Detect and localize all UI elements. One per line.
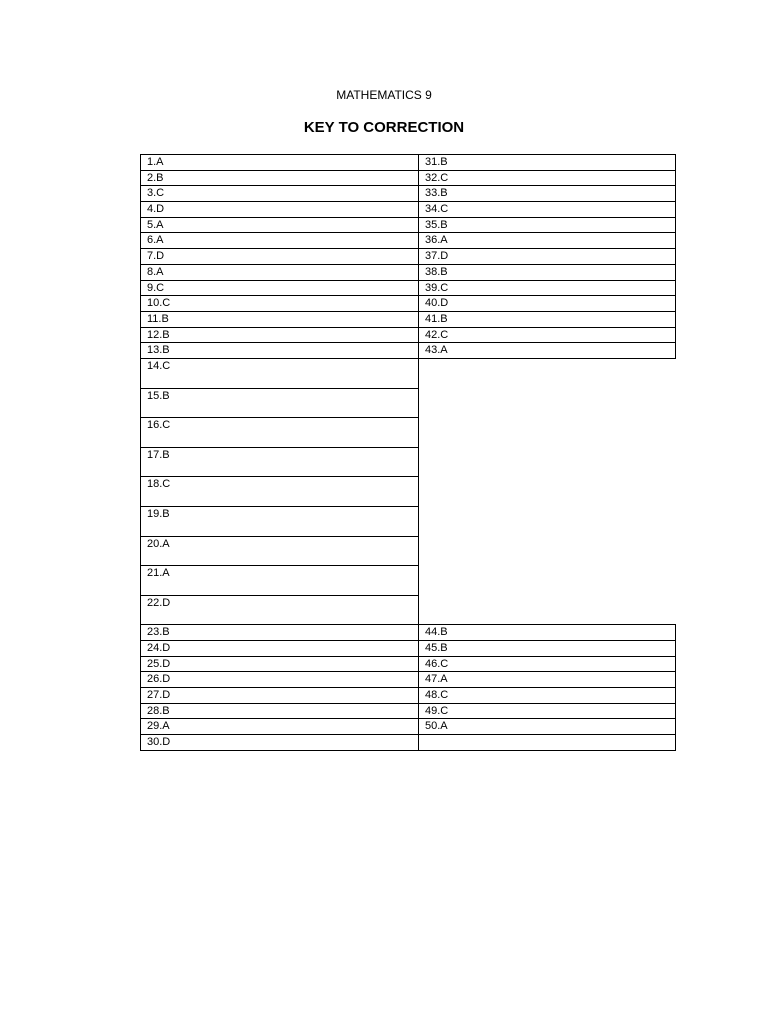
answer-cell: 6.A <box>141 233 419 249</box>
subject-heading: MATHEMATICS 9 <box>336 88 432 102</box>
table-row <box>141 703 676 719</box>
table-row <box>141 672 676 688</box>
answer-cell: 21.A <box>141 566 419 596</box>
answer-cell: 1.A <box>141 155 419 171</box>
answer-cell: 25.D <box>141 656 419 672</box>
answer-cell: 48.C <box>419 688 676 704</box>
answer-cell: 14.C <box>141 358 419 388</box>
answer-cell: 2.B <box>141 170 419 186</box>
answer-cell: 47.A <box>419 672 676 688</box>
table-row <box>141 735 676 751</box>
answer-key-table <box>140 154 676 751</box>
answer-key-body <box>141 155 676 751</box>
table-row <box>141 217 676 233</box>
table-row <box>141 233 676 249</box>
answer-cell: 41.B <box>419 311 676 327</box>
empty-cell <box>419 566 676 596</box>
table-row <box>141 595 676 625</box>
answer-cell: 20.A <box>141 536 419 566</box>
answer-cell: 33.B <box>419 186 676 202</box>
answer-cell: 5.A <box>141 217 419 233</box>
table-row <box>141 343 676 359</box>
answer-cell: 32.C <box>419 170 676 186</box>
answer-cell: 13.B <box>141 343 419 359</box>
table-row <box>141 186 676 202</box>
answer-cell: 3.C <box>141 186 419 202</box>
answer-cell: 18.C <box>141 477 419 507</box>
answer-cell: 29.A <box>141 719 419 735</box>
answer-cell: 36.A <box>419 233 676 249</box>
table-row <box>141 566 676 596</box>
answer-cell: 7.D <box>141 249 419 265</box>
answer-cell: 23.B <box>141 625 419 641</box>
answer-cell: 15.B <box>141 388 419 418</box>
table-row <box>141 264 676 280</box>
table-row <box>141 249 676 265</box>
table-row <box>141 170 676 186</box>
table-row <box>141 656 676 672</box>
answer-cell: 16.C <box>141 418 419 448</box>
empty-cell <box>419 536 676 566</box>
answer-cell: 17.B <box>141 447 419 477</box>
table-row <box>141 155 676 171</box>
empty-cell <box>419 418 676 448</box>
answer-cell: 12.B <box>141 327 419 343</box>
answer-cell: 10.C <box>141 296 419 312</box>
answer-cell: 31.B <box>419 155 676 171</box>
answer-cell: 46.C <box>419 656 676 672</box>
answer-cell: 50.A <box>419 719 676 735</box>
answer-cell: 11.B <box>141 311 419 327</box>
table-row <box>141 536 676 566</box>
table-row <box>141 625 676 641</box>
answer-cell: 24.D <box>141 640 419 656</box>
table-row <box>141 358 676 388</box>
answer-cell: 38.B <box>419 264 676 280</box>
answer-cell <box>419 735 676 751</box>
answer-cell: 45.B <box>419 640 676 656</box>
table-row <box>141 418 676 448</box>
answer-cell: 28.B <box>141 703 419 719</box>
answer-cell: 49.C <box>419 703 676 719</box>
answer-cell: 34.C <box>419 202 676 218</box>
table-row <box>141 688 676 704</box>
answer-cell: 30.D <box>141 735 419 751</box>
answer-cell: 22.D <box>141 595 419 625</box>
empty-cell <box>419 595 676 625</box>
table-row <box>141 296 676 312</box>
answer-cell: 37.D <box>419 249 676 265</box>
table-row <box>141 506 676 536</box>
answer-cell: 8.A <box>141 264 419 280</box>
table-row <box>141 477 676 507</box>
table-row <box>141 202 676 218</box>
answer-cell: 43.A <box>419 343 676 359</box>
answer-cell: 26.D <box>141 672 419 688</box>
table-row <box>141 280 676 296</box>
empty-cell <box>419 388 676 418</box>
table-row <box>141 327 676 343</box>
table-row <box>141 719 676 735</box>
answer-cell: 42.C <box>419 327 676 343</box>
answer-cell: 40.D <box>419 296 676 312</box>
table-row <box>141 447 676 477</box>
table-row <box>141 388 676 418</box>
empty-cell <box>419 477 676 507</box>
empty-cell <box>419 358 676 388</box>
answer-cell: 39.C <box>419 280 676 296</box>
answer-cell: 4.D <box>141 202 419 218</box>
empty-cell <box>419 447 676 477</box>
answer-cell: 19.B <box>141 506 419 536</box>
answer-cell: 27.D <box>141 688 419 704</box>
page-title: KEY TO CORRECTION <box>303 119 465 136</box>
table-row <box>141 311 676 327</box>
empty-cell <box>419 506 676 536</box>
answer-cell: 35.B <box>419 217 676 233</box>
answer-cell: 9.C <box>141 280 419 296</box>
answer-cell: 44.B <box>419 625 676 641</box>
table-row <box>141 640 676 656</box>
